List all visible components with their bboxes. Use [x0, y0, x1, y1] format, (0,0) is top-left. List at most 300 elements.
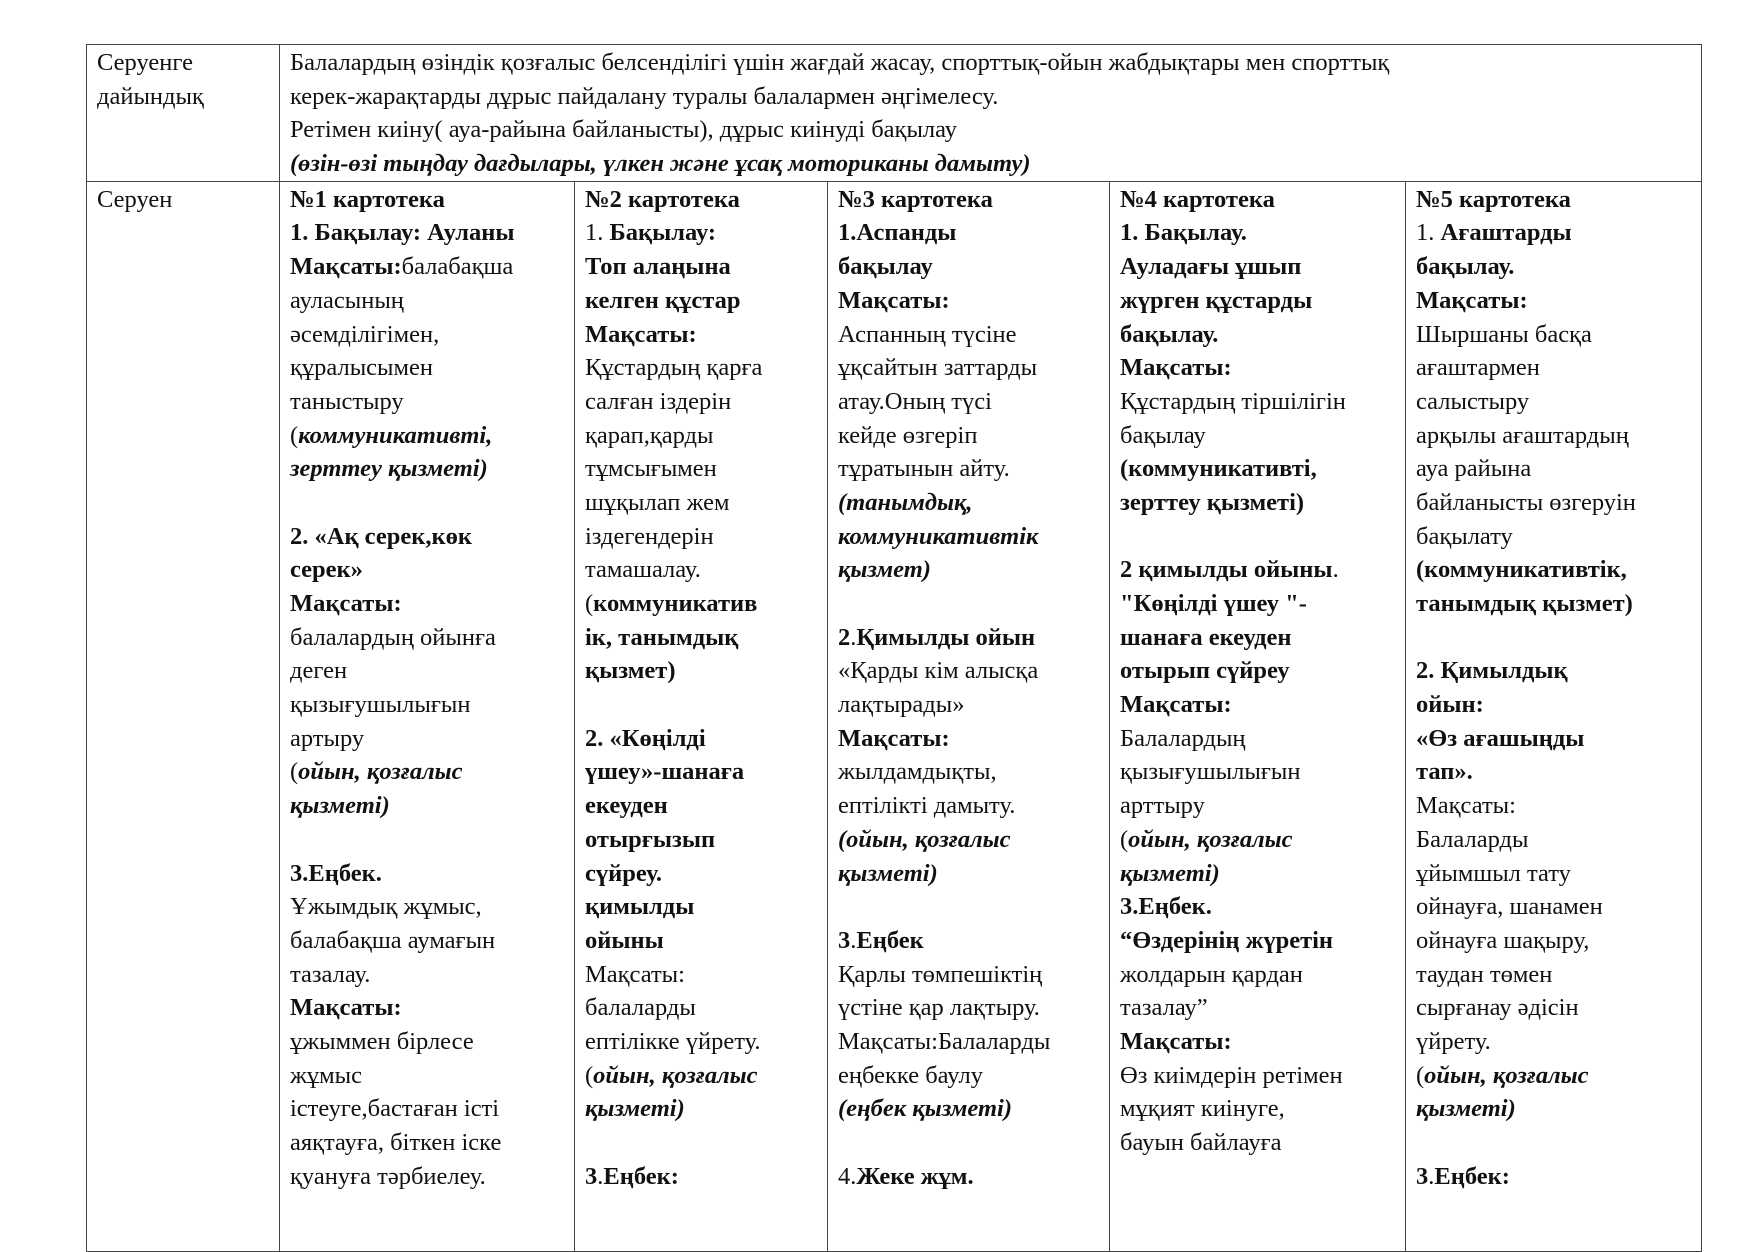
text-run: қызмет)	[585, 657, 676, 685]
text-line	[585, 789, 823, 823]
text-run: Балаларды	[1416, 825, 1529, 853]
text-line	[1120, 722, 1401, 756]
text-line	[838, 958, 1105, 992]
text-run: Еңбек	[856, 926, 924, 954]
text-run: Мақсаты:	[1416, 286, 1528, 314]
text-line	[290, 958, 570, 992]
text-run: Балалардың	[1120, 724, 1246, 752]
text-run: ойнауға шақыру,	[1416, 926, 1590, 954]
text-run: .	[1428, 1162, 1435, 1190]
text-line	[1416, 587, 1697, 621]
text-run: тұратынын айту.	[838, 455, 1010, 483]
text-run: Қарлы төмпешіктің	[838, 960, 1043, 988]
text-run: ойын, қозғалыс	[1424, 1061, 1589, 1089]
text-line	[1416, 351, 1697, 385]
text-run: Ауладағы ұшып	[1120, 253, 1302, 281]
text-line	[290, 1025, 570, 1059]
text-run: .	[850, 623, 857, 651]
text-run: сүйреу.	[585, 859, 663, 887]
text-line	[290, 553, 570, 587]
text-line	[290, 789, 570, 823]
text-run: 4.	[838, 1162, 857, 1190]
text-line	[1120, 621, 1401, 655]
text-line	[1120, 250, 1401, 284]
blank-line	[1416, 621, 1697, 655]
text-line	[585, 587, 823, 621]
text-run: серек»	[290, 556, 363, 584]
text-run: (	[585, 1061, 594, 1089]
text-line	[290, 452, 570, 486]
text-line	[585, 857, 823, 891]
text-run: Еңбек:	[1434, 1162, 1510, 1190]
text-run: Бақылау:	[609, 219, 717, 247]
text-line: Серуенге	[97, 49, 193, 76]
text-run: Ретімен киіну( ауа-райына байланысты), дұрыс киінуді бақылау	[290, 116, 958, 144]
text-run: бақылату	[1416, 522, 1513, 550]
text-run: Мақсаты:	[1416, 792, 1516, 820]
text-run: қызмет)	[838, 556, 931, 584]
text-line	[290, 351, 570, 385]
text-run: (	[290, 758, 299, 786]
text-line	[585, 351, 823, 385]
walk-preparation-content	[280, 45, 1702, 182]
text-run: тазалау”	[1120, 994, 1208, 1022]
text-run: зерттеу қызметі)	[1120, 488, 1305, 516]
text-line	[838, 688, 1105, 722]
text-line	[838, 755, 1105, 789]
text-line	[290, 587, 570, 621]
text-run: «Өз ағашыңды	[1416, 724, 1585, 752]
text-run: іздегендерін	[585, 522, 714, 550]
text-run: таныстыру	[290, 387, 404, 415]
text-run: 3	[838, 926, 851, 954]
text-run: балабақша аумағын	[290, 926, 496, 954]
text-run: қарап,қарды	[585, 421, 714, 449]
text-run: тап».	[1416, 758, 1473, 786]
text-line	[290, 216, 570, 250]
text-run: лақтырады»	[838, 691, 965, 719]
text-run: ауа райына	[1416, 455, 1532, 483]
text-line	[838, 520, 1105, 554]
text-run: Ағаштарды	[1440, 219, 1572, 247]
text-line	[1416, 486, 1697, 520]
text-line	[838, 183, 1105, 217]
text-line	[1120, 991, 1401, 1025]
blank-line	[290, 823, 570, 857]
text-line: дайындық	[97, 82, 204, 110]
text-run: балаларды	[585, 994, 696, 1022]
text-run: қимылды	[585, 893, 695, 921]
text-line	[1120, 452, 1401, 486]
text-run: үстіне қар лақтыру.	[838, 994, 1040, 1022]
text-line	[1416, 823, 1697, 857]
text-run: 2 қимылды ойыны	[1120, 556, 1333, 584]
card-file-2	[575, 181, 828, 1251]
text-line	[585, 385, 823, 419]
text-run: Мақсаты:	[290, 994, 402, 1022]
text-run: (өзін-өзі тыңдау дағдылары, үлкен және ұсақ моториканы дамыту)	[290, 150, 1031, 178]
text-line	[838, 1025, 1105, 1059]
text-run: үшеу»-шанаға	[585, 758, 745, 786]
text-run: Мақсаты:	[290, 253, 402, 281]
text-line	[1120, 958, 1401, 992]
text-run: 1.Аспанды	[838, 219, 957, 247]
text-line	[290, 80, 1697, 114]
text-line	[585, 722, 823, 756]
text-line	[1416, 452, 1697, 486]
text-run: Жеке жұм.	[856, 1162, 974, 1190]
text-line	[1120, 183, 1401, 217]
text-line	[1120, 789, 1401, 823]
text-line	[290, 654, 570, 688]
text-run: 3	[1416, 1162, 1429, 1190]
text-line	[838, 385, 1105, 419]
blank-line	[585, 688, 823, 722]
text-run: Топ алаңына	[585, 253, 731, 281]
text-run: Өз киімдерін ретімен	[1120, 1061, 1343, 1089]
text-line	[1120, 890, 1401, 924]
text-line	[290, 722, 570, 756]
text-line	[838, 789, 1105, 823]
text-line	[838, 991, 1105, 1025]
text-line	[290, 857, 570, 891]
text-run: бауын байлауға	[1120, 1129, 1282, 1156]
text-run: мұқият киінуге,	[1120, 1095, 1285, 1123]
text-run: балалардың ойынға	[290, 623, 496, 651]
text-run: Мақсаты:	[838, 286, 950, 314]
text-line	[290, 520, 570, 554]
text-run: .	[597, 1162, 604, 1190]
text-run: (	[1120, 825, 1129, 853]
text-line	[1416, 1160, 1697, 1194]
text-line	[1416, 890, 1697, 924]
text-run: ойнауға, шанамен	[1416, 893, 1603, 921]
text-run: бақылау	[838, 253, 933, 281]
text-run: келген құстар	[585, 286, 741, 314]
text-line	[585, 1092, 823, 1126]
text-line	[585, 520, 823, 554]
text-run: аяқтауға, біткен іске	[290, 1129, 502, 1156]
text-run: ойын, қозғалыс	[1128, 825, 1293, 853]
text-run: (танымдық,	[838, 488, 973, 516]
blank-line	[838, 587, 1105, 621]
text-run: таудан төмен	[1416, 960, 1553, 988]
text-run: шанаға екеуден	[1120, 623, 1292, 651]
text-line	[1416, 183, 1697, 217]
text-run: отырғызып	[585, 825, 716, 853]
text-line	[290, 46, 1697, 80]
text-line	[1120, 1059, 1401, 1093]
text-run: «Қарды кім алысқа	[838, 657, 1039, 685]
text-line	[1416, 1025, 1697, 1059]
text-run: коммуникативтік	[838, 522, 1039, 550]
blank-line	[290, 486, 570, 520]
text-run: істеуге,бастаған істі	[290, 1095, 500, 1123]
text-line	[1416, 1059, 1697, 1093]
text-run: балабақша	[401, 253, 514, 281]
text-run: атау.Оның түсі	[838, 387, 992, 415]
text-line	[1120, 351, 1401, 385]
text-line	[838, 1059, 1105, 1093]
text-run: жылдамдықты,	[838, 758, 997, 786]
text-run: Құстардың қарға	[585, 354, 763, 382]
card-file-4	[1110, 181, 1406, 1251]
text-run: әсемділігімен,	[290, 320, 440, 348]
text-line	[585, 250, 823, 284]
text-run: бақылау.	[1416, 253, 1515, 281]
text-run: ептілікке үйрету.	[585, 1027, 761, 1055]
text-line	[585, 419, 823, 453]
text-line	[290, 183, 570, 217]
text-run: 3.Еңбек.	[290, 859, 382, 887]
text-run: ауласының	[290, 286, 404, 314]
text-line	[585, 755, 823, 789]
text-line	[1416, 654, 1697, 688]
text-line: Серуен	[97, 185, 173, 213]
text-line	[838, 654, 1105, 688]
text-line	[838, 452, 1105, 486]
text-run: ағаштармен	[1416, 354, 1540, 382]
text-run: Мақсаты:	[1120, 1027, 1232, 1055]
text-run: ұқсайтын заттарды	[838, 354, 1038, 382]
text-line	[290, 924, 570, 958]
text-run: 2. «Ақ серек,көк	[290, 522, 472, 550]
text-line	[1120, 284, 1401, 318]
text-run: сырғанау әдісін	[1416, 994, 1579, 1022]
text-line	[290, 113, 1697, 147]
text-run: жүрген құстарды	[1120, 286, 1313, 314]
text-run: (коммуникативті,	[1120, 455, 1317, 483]
text-line	[585, 183, 823, 217]
text-run: ойыны	[585, 926, 664, 954]
text-run: (	[1416, 1061, 1425, 1089]
text-line	[290, 1092, 570, 1126]
text-run: үйрету.	[1416, 1027, 1491, 1055]
text-run: (еңбек қызметі)	[838, 1095, 1013, 1123]
text-run: тамашалау.	[585, 556, 701, 584]
text-run: Құстардың тіршілігін	[1120, 387, 1346, 415]
text-line	[1416, 1092, 1697, 1126]
text-line	[838, 318, 1105, 352]
text-line	[1416, 419, 1697, 453]
text-run: 2. Қимылдық	[1416, 657, 1568, 685]
text-line	[1120, 1126, 1401, 1160]
text-run: Шыршаны басқа	[1416, 320, 1592, 348]
text-line	[1120, 823, 1401, 857]
text-run: тазалау.	[290, 960, 371, 988]
text-run: Аспанның түсіне	[838, 320, 1017, 348]
text-line	[585, 1059, 823, 1093]
text-run: 3	[585, 1162, 598, 1190]
text-line	[290, 621, 570, 655]
text-run: ептілікті дамыту.	[838, 792, 1016, 820]
row-label-walk	[87, 181, 280, 1251]
text-run: Мақсаты:	[585, 960, 685, 988]
text-run: салыстыру	[1416, 387, 1530, 415]
text-run: (ойын, қозғалыс	[838, 825, 1011, 853]
text-line	[290, 385, 570, 419]
card-file-1	[280, 181, 575, 1251]
text-line	[1416, 755, 1697, 789]
text-run: .	[1332, 556, 1339, 584]
text-run: №5 картотека	[1416, 185, 1571, 213]
text-run: ік, танымдық	[585, 623, 739, 651]
text-run: кейде өзгеріп	[838, 421, 978, 449]
text-line	[838, 250, 1105, 284]
blank-line	[585, 1126, 823, 1160]
text-run: қызметі)	[290, 792, 390, 820]
row-label-walk-preparation	[87, 45, 280, 182]
text-run: отырып сүйреу	[1120, 657, 1290, 685]
text-line	[585, 890, 823, 924]
text-run: керек-жарақтарды дұрыс пайдалану туралы балалармен әңгімелесу.	[290, 82, 999, 110]
row-walk-preparation	[87, 45, 1702, 182]
text-line	[1416, 958, 1697, 992]
text-line	[1416, 722, 1697, 756]
text-line	[585, 991, 823, 1025]
text-run: №1 картотека	[290, 185, 445, 213]
row-walk	[87, 181, 1702, 1251]
text-run: қызметі)	[585, 1095, 685, 1123]
blank-line	[1120, 520, 1401, 554]
text-run: қызметі)	[1416, 1095, 1516, 1123]
text-run: бақылау.	[1120, 320, 1219, 348]
text-line	[585, 318, 823, 352]
text-line	[838, 1160, 1105, 1194]
text-line	[1120, 688, 1401, 722]
blank-line	[1416, 1126, 1697, 1160]
text-run: .	[850, 926, 857, 954]
text-run: “Өздерінің жүретін	[1120, 926, 1334, 954]
text-run: Мақсаты:	[585, 320, 697, 348]
text-run: Мақсаты:	[1120, 354, 1232, 382]
text-line	[290, 318, 570, 352]
text-run: қызығушылығын	[290, 691, 471, 719]
text-line	[585, 1160, 823, 1194]
text-line	[290, 1126, 570, 1160]
text-run: Қимылды ойын	[856, 623, 1036, 651]
text-line	[838, 486, 1105, 520]
text-line	[1416, 924, 1697, 958]
text-run: Балалардың өзіндік қозғалыс белсенділігі үшін жағдай жасау, спорттық-ойын жабдықтары мен спорттық	[290, 49, 1390, 76]
text-line	[290, 890, 570, 924]
text-run: екеуден	[585, 792, 668, 820]
text-run: шұқылап жем	[585, 488, 730, 516]
text-line	[585, 1025, 823, 1059]
text-run: №2 картотека	[585, 185, 740, 213]
text-line	[1416, 385, 1697, 419]
text-line	[585, 486, 823, 520]
text-line	[1416, 318, 1697, 352]
text-line	[1120, 419, 1401, 453]
text-run: құралысымен	[290, 354, 434, 382]
text-run: салған іздерін	[585, 387, 732, 415]
text-line	[290, 688, 570, 722]
text-run: қуануға тәрбиелеу.	[290, 1162, 486, 1190]
text-line	[585, 654, 823, 688]
text-line	[1120, 1092, 1401, 1126]
text-line	[838, 419, 1105, 453]
text-line	[290, 1059, 570, 1093]
text-line	[290, 284, 570, 318]
text-run: ойын, қозғалыс	[298, 758, 463, 786]
text-line	[838, 924, 1105, 958]
text-line	[838, 823, 1105, 857]
text-run: артыру	[290, 724, 365, 752]
text-run: арттыру	[1120, 792, 1205, 820]
text-run: коммуникативті,	[298, 421, 493, 449]
text-line	[585, 924, 823, 958]
text-run: Мақсаты:	[290, 590, 402, 617]
text-line	[838, 1092, 1105, 1126]
text-run: қызметі)	[1120, 859, 1220, 887]
text-run: жұмыс	[290, 1061, 363, 1089]
text-run: деген	[290, 657, 348, 685]
text-line	[838, 216, 1105, 250]
text-run: (коммуникативтік,	[1416, 556, 1627, 584]
text-line	[1120, 318, 1401, 352]
text-run: (	[585, 590, 594, 617]
text-line	[1120, 755, 1401, 789]
walk-plan-table	[86, 44, 1702, 1252]
text-line	[585, 621, 823, 655]
blank-line	[838, 890, 1105, 924]
text-run: еңбекке баулу	[838, 1061, 983, 1089]
text-line	[585, 823, 823, 857]
text-line	[1120, 1025, 1401, 1059]
text-line	[838, 722, 1105, 756]
text-line	[1120, 385, 1401, 419]
text-run: ойын, қозғалыс	[593, 1061, 758, 1089]
text-run: тұмсығымен	[585, 455, 717, 483]
text-run: №3 картотека	[838, 185, 993, 213]
text-line	[1120, 486, 1401, 520]
text-run: коммуникатив	[593, 590, 758, 617]
text-line	[1120, 857, 1401, 891]
text-run: (	[290, 421, 299, 449]
text-run: "Көңілді үшеу "-	[1120, 590, 1307, 617]
text-run: арқылы ағаштардың	[1416, 421, 1629, 449]
text-run: ойын:	[1416, 691, 1484, 719]
text-line	[838, 284, 1105, 318]
text-run: зерттеу қызметі)	[290, 455, 488, 483]
text-run: 1. Бақылау.	[1120, 219, 1247, 247]
text-run: 1.	[585, 219, 610, 247]
text-run: 1. Бақылау: Ауланы	[290, 219, 515, 247]
text-line	[838, 553, 1105, 587]
card-file-3	[828, 181, 1110, 1251]
text-line	[1416, 284, 1697, 318]
text-line	[585, 958, 823, 992]
text-line	[1416, 991, 1697, 1025]
text-run: №4 картотека	[1120, 185, 1275, 213]
text-line	[838, 621, 1105, 655]
text-run: Еңбек:	[603, 1162, 679, 1190]
text-run: 1.	[1416, 219, 1441, 247]
text-line	[1416, 553, 1697, 587]
blank-line	[838, 1126, 1105, 1160]
text-line	[1120, 924, 1401, 958]
text-run: ұжыммен бірлесе	[290, 1027, 474, 1055]
text-run: 2. «Көңілді	[585, 724, 706, 752]
text-line	[1120, 216, 1401, 250]
text-line	[1416, 216, 1697, 250]
text-run: Ұжымдық жұмыс,	[290, 893, 482, 921]
text-line	[838, 351, 1105, 385]
text-line	[290, 755, 570, 789]
text-line	[290, 147, 1697, 181]
text-run: бақылау	[1120, 421, 1206, 449]
